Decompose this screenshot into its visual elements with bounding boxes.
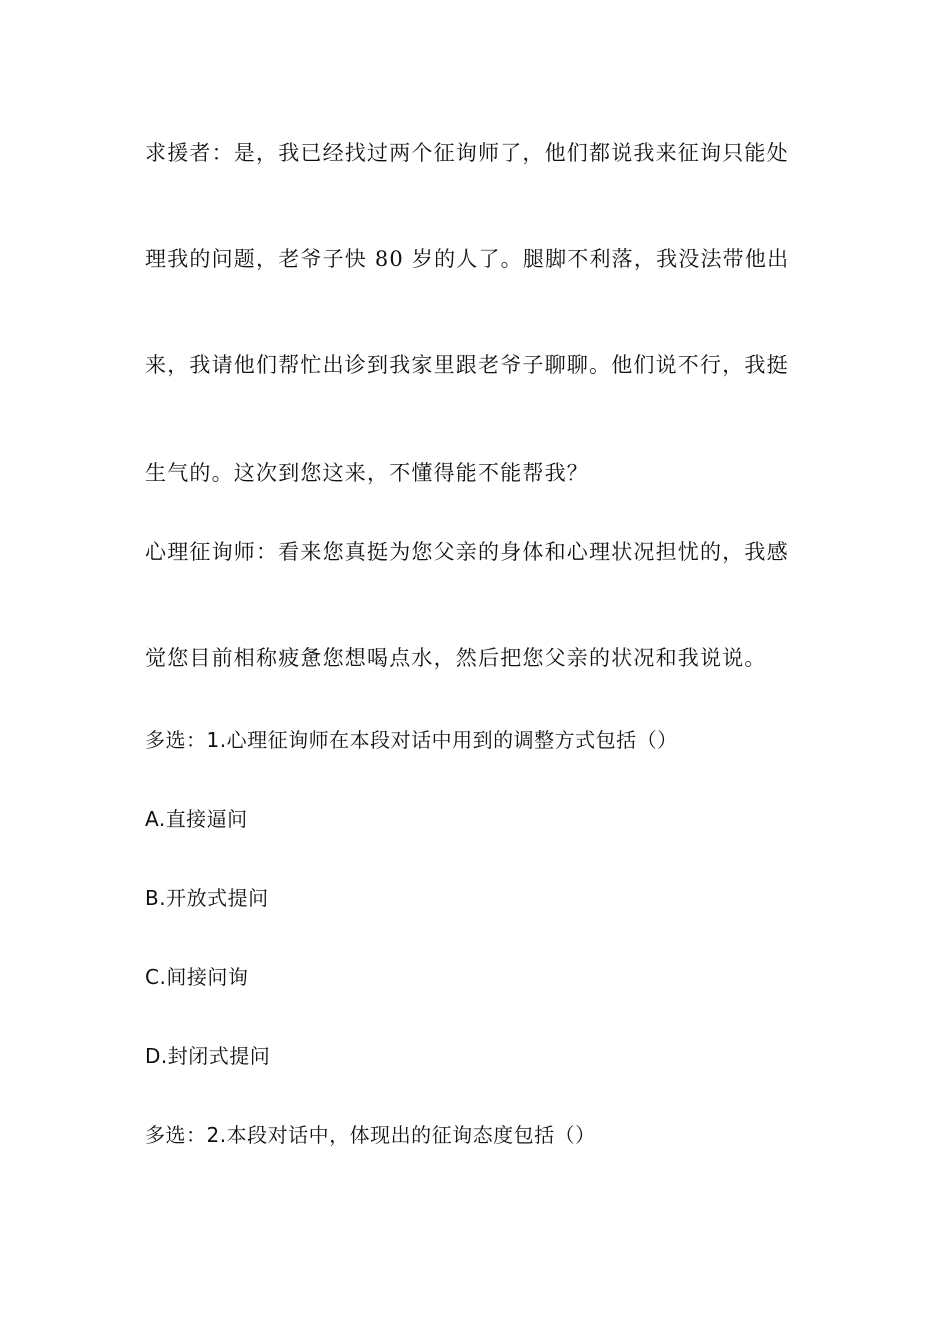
dialogue-line-1: 求援者：是，我已经找过两个征询师了，他们都说我来征询只能处 — [145, 141, 789, 165]
option-a: A.直接逼问 — [145, 807, 248, 831]
question-2: 多选：2.本段对话中，体现出的征询态度包括（） — [145, 1123, 596, 1147]
dialogue-line-3: 来，我请他们帮忙出诊到我家里跟老爷子聊聊。他们说不行，我挺 — [145, 353, 789, 377]
dialogue-line-2: 理我的问题，老爷子快 80 岁的人了。腿脚不利落，我没法带他出 — [145, 247, 790, 271]
question-1: 多选：1.心理征询师在本段对话中用到的调整方式包括（） — [145, 728, 678, 752]
dialogue-line-5: 心理征询师：看来您真挺为您父亲的身体和心理状况担忧的，我感 — [145, 540, 789, 564]
option-c: C.间接问询 — [145, 965, 249, 989]
dialogue-line-6: 觉您目前相称疲惫您想喝点水，然后把您父亲的状况和我说说。 — [145, 646, 767, 670]
option-d: D.封闭式提问 — [145, 1044, 271, 1068]
dialogue-line-4: 生气的。这次到您这来，不懂得能不能帮我？ — [145, 461, 589, 485]
option-b: B.开放式提问 — [145, 886, 269, 910]
